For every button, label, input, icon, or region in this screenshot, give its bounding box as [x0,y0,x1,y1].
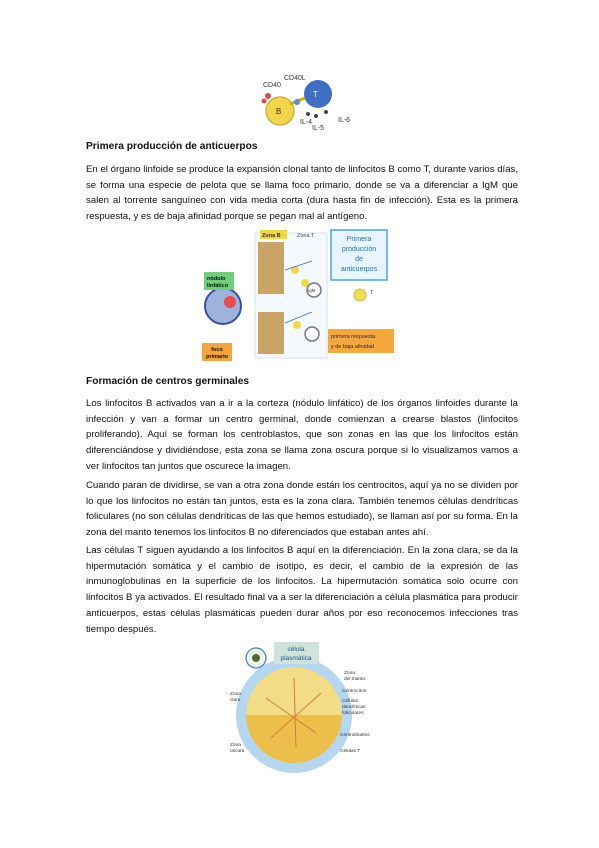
bt-cell-interaction-figure [250,70,360,132]
zona-manto-label-1: Zona [344,671,355,676]
zona-clara-label-2: clara [230,698,241,703]
response-line-1: primera respuesta [331,334,376,340]
focus-label-2: primario [205,354,229,360]
dendriticas-label-3: foliculares [342,711,364,716]
response-line-2: y de baja afinidad [331,344,375,350]
section-heading-centros-germinales: Formación de centros germinales [86,376,250,387]
dendriticas-label-2: dendríticas [342,705,366,710]
title-line-2: producción [341,246,377,253]
title-line-3: de [355,256,363,263]
il5-label: IL-5 [312,125,325,132]
celulas-t-label: Células T [340,749,361,754]
cd40-label: CD40 [263,82,281,89]
nodulo-label-1: nódulo [207,276,226,282]
zona-oscura-label-2: oscura [230,749,245,754]
section-heading-primera-produccion: Primera producción de anticuerpos [86,141,258,152]
plasma-label-1: célula [287,646,305,653]
focus-label-1: foco [211,347,223,353]
zona-oscura-label-1: Zona [230,743,241,748]
title-line-1: Primera [346,236,372,243]
germinal-center-figure [226,638,386,773]
b-cell-label: B [276,107,282,116]
paragraph-centros-germinales-2: Cuando paran de dividirse, se van a otra zona donde están los centrocitos, aquí ya no se dividen por lo que los linfocitos no están tan juntos, esta es la zona clara. También tenemos células dendríticas foliculares (no son células dendríticas de las que hemos estudiado), se llaman así por su forma. En la zona del manto tenemos los linfocitos B no diferenciados que estaban antes ahí. [86,480,518,539]
paragraph-centros-germinales-1: Los linfocitos B activados van a ir a la corteza (nódulo linfático) de los órganos linfoides durante la infección y van a formar un centro germinal, donde comienzan a crearse blastos (linfocitos proliferando). Aquí se forman los centroblastos, que son zonas en las que los linfocitos están diferenciándose y dividiéndose, esta zona se llama zona oscura porque si lo visualizamos vamos a ver linfocitos tan juntos que oscurece la imagen. [86,398,518,472]
plasma-label-2: plasmática [280,655,312,662]
dendriticas-label-1: Células [342,699,358,704]
primary-response-figure [200,228,398,362]
zona-t-label: Zona T [297,233,315,239]
t-cell-side-label: T [370,290,374,296]
cd40l-label: CD40L [284,75,306,82]
zona-b-label: Zona B [262,233,281,239]
t-cell-shape [304,80,332,108]
t-cell-label: T [313,90,318,99]
zona-clara-label-1: Zona [230,692,241,697]
igm-label: IgM [308,288,316,293]
centroblastos-label: Centroblastos [340,733,370,738]
il4-label: IL-4 [300,119,313,126]
nodulo-label-2: linfático [207,283,229,289]
title-line-4: anticuerpos [340,266,378,273]
il6-label: IL-6 [338,117,351,124]
zona-manto-label-2: del manto [344,677,366,682]
paragraph-primera-produccion: En el órgano linfoide se produce la expansión clonal tanto de linfocitos B como T, durante varios días, se forma una especie de pelota que se llama foco primario, donde se va a diferenciar a IgM que salen al torrente sanguíneo con vida media corta (dura hasta fin de infección). Esta es la primera respuesta, y es de baja afinidad porque se pegan mal al antígeno. [86,164,518,223]
centrocitos-label: Centrocitos [342,689,367,694]
paragraph-centros-germinales-3: Las células T siguen ayudando a los linfocitos B aquí en la diferenciación. En la zona clara, se da la hipermutación somática y el cambio de isotipo, es decir, el cambio de la expresión de las inmunoglobulinas en la superficie de los linfocitos. La hipermutación somática solo ocurre con linfocitos B ya activados. El resultado final va a ser la diferenciación a célula plasmática para producir anticuerpos, estas células plasmáticas pueden durar años por eso reconocemos infecciones tras tiempo después. [86,545,518,635]
